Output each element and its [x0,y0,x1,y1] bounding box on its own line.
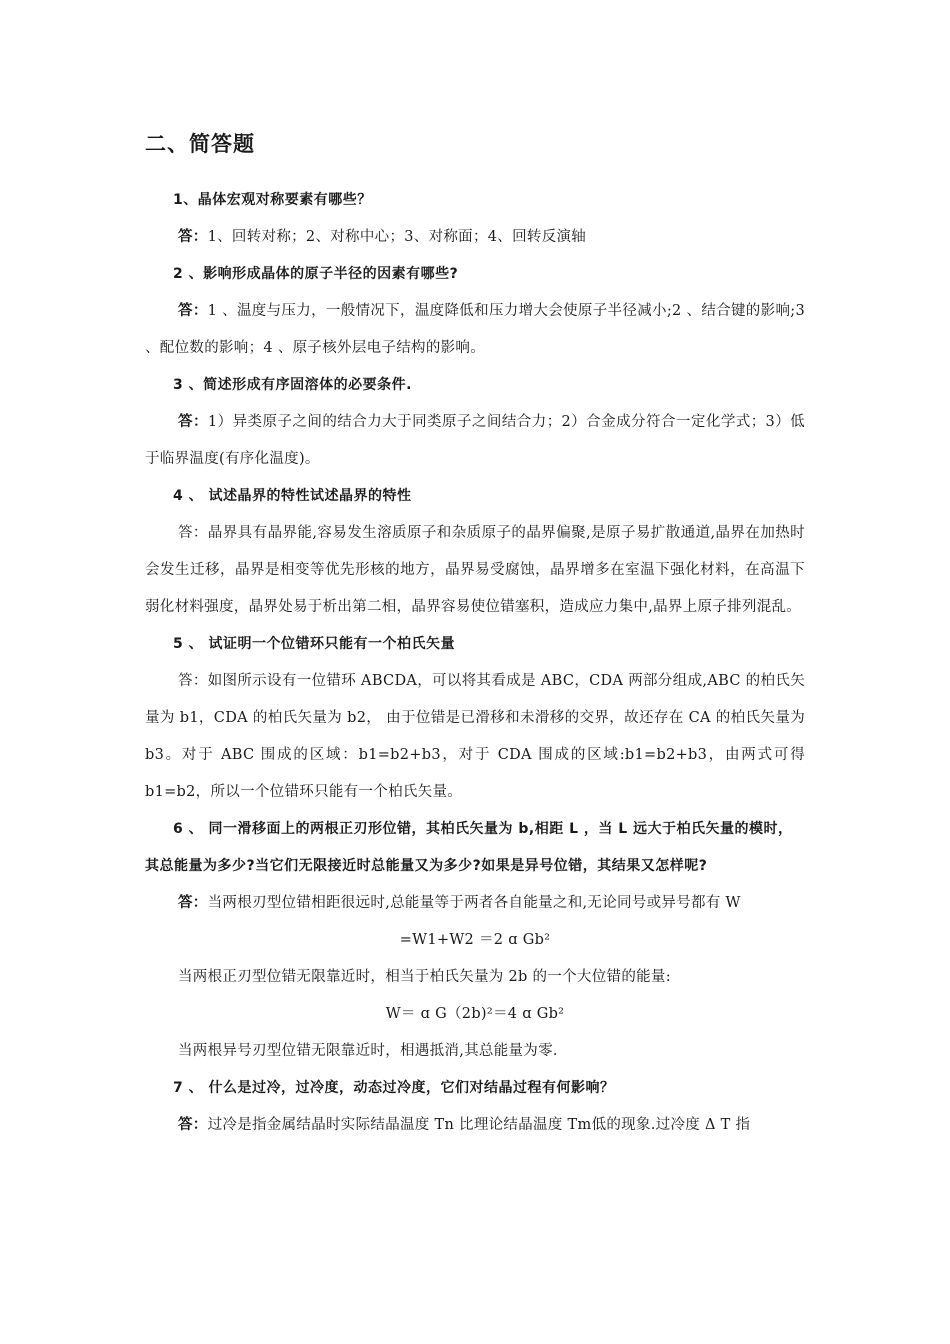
answer-text: 如图所示设有一位错环 ABCDA，可以将其看成是 ABC，CDA 两部分组成,ABC 的柏氏矢量为 b1，CDA 的柏氏矢量为 b2， 由于位错是已滑移和未滑移的交界，故还存在 CA 的柏氏矢量为 b3。对于 ABC 围成的区域：b1=b2+b3，对于 CDA 围成的区域:b1=b2+b3，由两式可得 b1=b2，所以一个位错环只能有一个柏氏矢量。 [145,673,805,800]
answer-6-line-2: 当两根正刃型位错无限靠近时，相当于柏氏矢量为 2b 的一个大位错的能量: [178,969,671,985]
answer-2 [145,293,805,367]
answer-text: 过冷是指金属结晶时实际结晶温度 Tn 比理论结晶温度 Tm低的现象.过冷度 Δ T 指 [207,1117,751,1133]
qa-list [145,182,805,1144]
answer-label: 答： [178,414,208,430]
answer-6-line-3: 当两根异号刃型位错无限靠近时，相遇抵消,其总能量为零. [178,1043,558,1059]
question-5: 5 、 试证明一个位错环只能有一个柏氏矢量 [173,636,455,652]
question-1: 1、晶体宏观对称要素有哪些？ [173,192,372,208]
answer-label: 答： [178,525,208,541]
answer-3 [145,404,805,478]
answer-label: 答： [178,895,208,911]
formula-combined-energy: W＝ ɑ G（2b)²＝4 ɑ Gb² [385,1006,565,1022]
answer-7 [145,1107,805,1144]
question-3: 3 、简述形成有序固溶体的必要条件. [173,377,412,393]
answer-1 [145,219,805,256]
question-6: 6 、 同一滑移面上的两根正刃形位错，其柏氏矢量为 b,相距 L ，当 L 远大于柏氏矢量的模时，其总能量为多少?当它们无限接近时总能量又为多少?如果是异号位错，其结果又怎样呢? [145,821,793,874]
question-7: 7 、 什么是过冷，过冷度，动态过冷度，它们对结晶过程有何影响？ [173,1080,615,1096]
section-title: 二、简答题 [145,132,255,156]
answer-text: 当两根刃型位错相距很远时,总能量等于两者各自能量之和,无论同号或异号都有 W [207,895,741,911]
answer-text: 1）异类原子之间的结合力大于同类原子之间结合力；2）合金成分符合一定化学式；3）低于临界温度(有序化温度)。 [145,414,805,467]
question-4: 4 、 试述晶界的特性试述晶界的特性 [173,488,412,504]
answer-label: 答： [178,673,208,689]
answer-text: 1 、温度与压力，一般情况下，温度降低和压力增大会使原子半径减小;2 、结合键的影响;3 、配位数的影响；4 、原子核外层电子结构的影响。 [145,303,805,356]
answer-5 [145,663,805,811]
answer-text: 晶界具有晶界能,容易发生溶质原子和杂质原子的晶界偏聚,是原子易扩散通道,晶界在加热时会发生迁移，晶界是相变等优先形核的地方，晶界易受腐蚀，晶界增多在室温下强化材料，在高温下弱化材料强度，晶界处易于析出第二相，晶界容易使位错塞积，造成应力集中,晶界上原子排列混乱。 [145,525,805,615]
formula-separate-energy: =W1+W2 ＝2 ɑ Gb² [399,932,551,948]
answer-text: 1、回转对称；2、对称中心；3、对称面；4、回转反演轴 [207,229,587,245]
answer-label: 答： [178,1117,208,1133]
answer-4 [145,515,805,626]
question-2: 2 、影响形成晶体的原子半径的因素有哪些? [173,266,459,282]
answer-6 [145,885,805,922]
answer-label: 答： [178,229,208,245]
answer-label: 答： [178,303,208,319]
